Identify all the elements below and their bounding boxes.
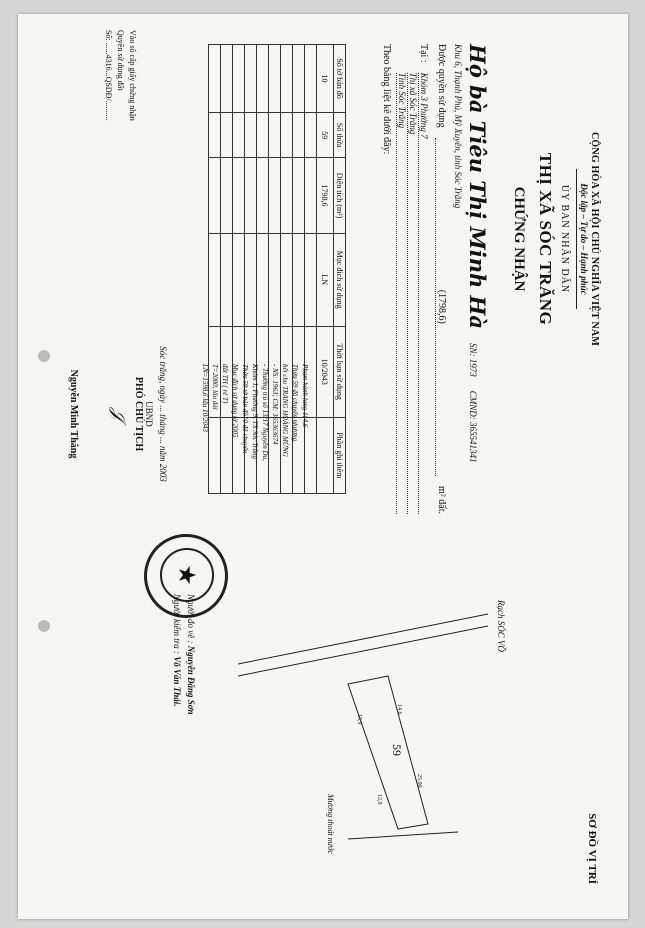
table-header-row — [334, 45, 346, 494]
table-cell — [293, 158, 305, 233]
table-header-cell: Phần ghi thêm — [334, 417, 346, 493]
list-note: Theo bảng liệt kê dưới đây: — [381, 44, 392, 155]
table-cell — [293, 233, 305, 326]
signature-block — [68, 314, 168, 514]
note-line: Thửa 59 tờ bản đồ10 đã chuyển — [241, 364, 249, 454]
registry-block — [102, 30, 138, 200]
sketch-title: SƠ ĐỒ VỊ TRÍ — [586, 813, 598, 884]
parcel-number: 59 — [390, 744, 404, 756]
owner-block — [381, 44, 490, 514]
note-line: đất TH ( rẻ T) — [221, 364, 229, 404]
dimension-label: 14,6 — [396, 704, 402, 715]
town-title: THỊ XÃ SÓC TRĂNG — [536, 152, 555, 326]
owner-birth-year: SN: 1973 — [468, 343, 478, 377]
table-cell — [233, 113, 245, 158]
table-cell — [209, 158, 221, 233]
note-line: Khóm 1, Phường 9, TX Sóc Trăng — [251, 364, 259, 460]
table-cell — [245, 158, 257, 233]
note-line: Mục đích sử dụng từ 2005 — [231, 364, 239, 438]
seal-star-icon: ★ — [160, 548, 214, 602]
table-cell: 1798,6 — [317, 158, 334, 233]
rotated-certificate — [18, 14, 608, 894]
location-line: Khóm 3 Phường 7 — [418, 73, 429, 514]
table-cell — [305, 113, 317, 158]
road-line — [238, 626, 488, 676]
use-right-label: Được quyền sử dụng — [436, 44, 447, 128]
owner-name: Hộ bà Tiêu Thị Minh Hà — [465, 44, 490, 330]
certificate-header — [510, 74, 600, 404]
owner-address: Khu 6, Thạnh Phú, Mỹ Xuyên, tỉnh Sóc Trăng — [453, 44, 463, 209]
table-cell — [317, 417, 334, 493]
table-header-cell: Thời hạn sử dụng — [334, 326, 346, 417]
dimension-label: 12,9 — [376, 794, 382, 805]
sketch-map — [228, 594, 528, 874]
table-cell — [281, 233, 293, 326]
note-line: Phạm hành lang 114,6 — [301, 364, 309, 428]
table-cell — [305, 233, 317, 326]
additional-notes — [200, 364, 310, 494]
checker-name: Võ Văn Thái. — [172, 656, 182, 707]
location-line: Tỉnh Sóc Trăng — [396, 73, 407, 514]
survey-credits — [170, 594, 198, 854]
table-cell — [245, 233, 257, 326]
table-cell — [245, 45, 257, 113]
table-cell — [221, 45, 233, 113]
note-line: - NS: 1963; CM: 365363674 — [271, 364, 279, 445]
table-cell — [221, 233, 233, 326]
motto: Độc lập – Tự do – Hạnh phúc — [579, 183, 589, 295]
note-line: - Thường trú số 13/17 Nguyễn Du, — [261, 364, 269, 461]
canal-line — [348, 832, 458, 839]
signature-org: UBND — [144, 401, 154, 427]
table-cell: LN — [317, 233, 334, 326]
area-unit: m² đất. — [436, 486, 447, 514]
registry-line: Quyền sử dụng đất — [116, 30, 125, 91]
table-cell — [281, 45, 293, 113]
drawer-name: Nguyễn Đăng Sơn — [186, 645, 196, 715]
note-line: T=2000, lâu dài — [211, 364, 219, 410]
table-cell — [305, 158, 317, 233]
note-line: hết cho TRANG HOÀNG MỪNG — [281, 364, 289, 457]
table-cell — [269, 113, 281, 158]
area-value: (1798,6) — [435, 138, 447, 476]
table-header-cell: Số thửa — [334, 113, 346, 158]
table-cell — [269, 158, 281, 233]
table-header-cell: Số tờ bản đồ — [334, 45, 346, 113]
table-header-cell: Diện tích (m²) — [334, 158, 346, 233]
table-cell — [209, 233, 221, 326]
table-cell — [257, 45, 269, 113]
table-cell — [233, 158, 245, 233]
signature-date: Sóc trăng, ngày ... tháng ... năm 2003 — [158, 346, 168, 482]
location-line: Thị xã Sóc Trăng — [407, 73, 418, 514]
checker-label: Người kiểm tra : — [172, 594, 182, 654]
note-line: Thửa 59 đã chuyển nhượng — [291, 364, 299, 442]
certificate-title: CHỨNG NHẬN — [511, 186, 527, 292]
signer-name: Nguyễn Minh Thắng — [68, 369, 79, 459]
table-cell — [257, 158, 269, 233]
table-cell — [281, 158, 293, 233]
drawer-label: Người đo vẽ : — [186, 594, 196, 644]
table-cell — [257, 113, 269, 158]
table-cell: 10 — [317, 45, 334, 113]
table-cell — [269, 45, 281, 113]
canal-label: Mương thoát nước — [326, 794, 335, 854]
location-label: Tại : — [418, 44, 429, 63]
table-cell — [293, 45, 305, 113]
committee-label: ỦY BAN NHÂN DÂN — [559, 184, 570, 294]
dimension-label: 15,9 — [356, 714, 362, 725]
registry-line: Số: ......4316...QSDĐ/.......... — [104, 30, 113, 121]
dimension-label: 25,00 — [416, 774, 422, 788]
table-cell — [233, 233, 245, 326]
table-cell — [305, 45, 317, 113]
nation-title: CỘNG HÒA XÃ HỘI CHỦ NGHĨA VIỆT NAM — [589, 132, 600, 346]
table-cell — [281, 113, 293, 158]
signature-role: PHÓ CHỦ TỊCH — [133, 376, 144, 452]
table-cell — [209, 45, 221, 113]
divider — [576, 169, 577, 309]
land-table-wrapper — [201, 44, 346, 494]
owner-id: CMND: 365541341 — [468, 390, 478, 463]
table-cell — [269, 233, 281, 326]
table-cell — [221, 158, 233, 233]
table-cell: 10/2043 — [317, 326, 334, 417]
road-label: Rạch SÓC VỒ — [496, 600, 506, 652]
table-cell — [245, 113, 257, 158]
road-line — [238, 614, 488, 664]
registry-line: Vào số cấp giấy chứng nhận — [128, 30, 137, 121]
table-cell — [221, 113, 233, 158]
table-cell — [257, 233, 269, 326]
signature-scribble: 𝒥 — [108, 407, 129, 421]
table-cell — [233, 45, 245, 113]
table-row — [317, 45, 334, 494]
table-header-cell: Mục đích sử dụng — [334, 233, 346, 326]
table-cell — [209, 113, 221, 158]
table-cell — [293, 113, 305, 158]
table-cell: 59 — [317, 113, 334, 158]
note-line: LN=1598,6 lâu 10/2043 — [201, 364, 209, 432]
parcel-outline — [348, 676, 428, 829]
